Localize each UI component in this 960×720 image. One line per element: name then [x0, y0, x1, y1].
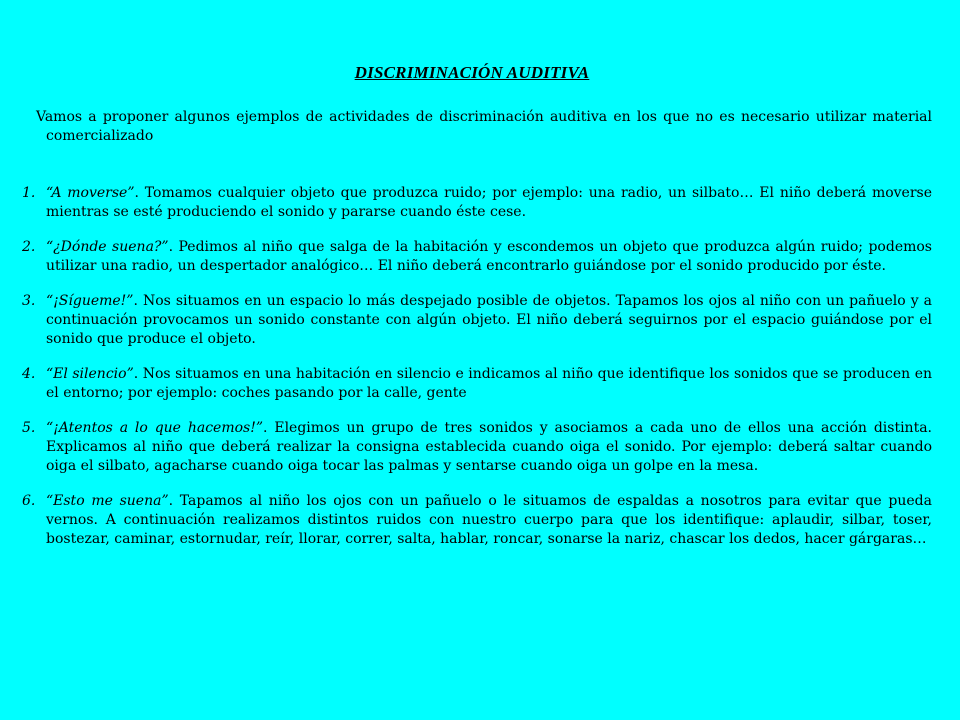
activity-description: . Elegimos un grupo de tres sonidos y asociamos a cada uno de ellos una acción distinta. Explicamos al niño que deberá realizar la consigna establecida cuando oiga el sonido. Por ejemplo: deberá saltar cuando oiga el silbato, agacharse cuando oiga tocar las palmas y sentarse cuando oiga un golpe en la mesa.	[46, 420, 932, 474]
activity-description: . Nos situamos en un espacio lo más despejado posible de objetos. Tapamos los ojos al niño con un pañuelo y a continuación provocamos un sonido constante con algún objeto. El niño deberá seguirnos por el espacio guiándose por el sonido que produce el objeto.	[46, 293, 932, 347]
activity-description: . Tapamos al niño los ojos con un pañuelo o le situamos de espaldas a nosotros para evitar que pueda vernos. A continuación realizamos distintos ruidos con nuestro cuerpo para que los identifique: aplaudir, silbar, toser, bostezar, caminar, estornudar, reír, llorar, correr, salta, hablar, roncar, sonarse la nariz, chascar los dedos, hacer gárgaras…	[46, 493, 932, 547]
activity-name: “A moverse”	[46, 185, 135, 201]
page-title: DISCRIMINACIÓN AUDITIVA	[354, 63, 590, 82]
intro-paragraph: Vamos a proponer algunos ejemplos de actividades de discriminación auditiva en los que no es necesario utilizar material comercializado	[36, 109, 932, 144]
activity-item	[0, 419, 932, 476]
activity-item	[0, 184, 932, 222]
activity-item	[0, 365, 932, 403]
activity-number: 6.	[22, 493, 36, 509]
activity-name: “El silencio”	[46, 366, 134, 382]
activity-item	[0, 292, 932, 349]
activity-number: 5.	[22, 420, 36, 436]
activity-description: . Tomamos cualquier objeto que produzca ruido; por ejemplo: una radio, un silbato… El niño deberá moverse mientras se esté produciendo el sonido y pararse cuando éste cese.	[46, 185, 932, 220]
activity-description: . Nos situamos en una habitación en silencio e indicamos al niño que identifique los sonidos que se producen en el entorno; por ejemplo: coches pasando por la calle, gente	[46, 366, 932, 401]
activity-name: “¿Dónde suena?”	[46, 239, 169, 255]
activity-number: 4.	[22, 366, 36, 382]
activity-description: . Pedimos al niño que salga de la habitación y escondemos un objeto que produzca algún ruido; podemos utilizar una radio, un despertador analógico… El niño deberá encontrarlo guiándose por el sonido producido por éste.	[46, 239, 932, 274]
activity-name: “¡Sígueme!”	[46, 293, 134, 309]
activity-list	[0, 184, 960, 565]
activity-name: “¡Atentos a lo que hacemos!”	[46, 420, 264, 436]
activity-item	[0, 492, 932, 549]
activity-number: 1.	[22, 185, 36, 201]
activity-number: 2.	[22, 239, 36, 255]
activity-number: 3.	[22, 293, 36, 309]
activity-name: “Esto me suena”	[46, 493, 169, 509]
activity-item	[0, 238, 932, 276]
